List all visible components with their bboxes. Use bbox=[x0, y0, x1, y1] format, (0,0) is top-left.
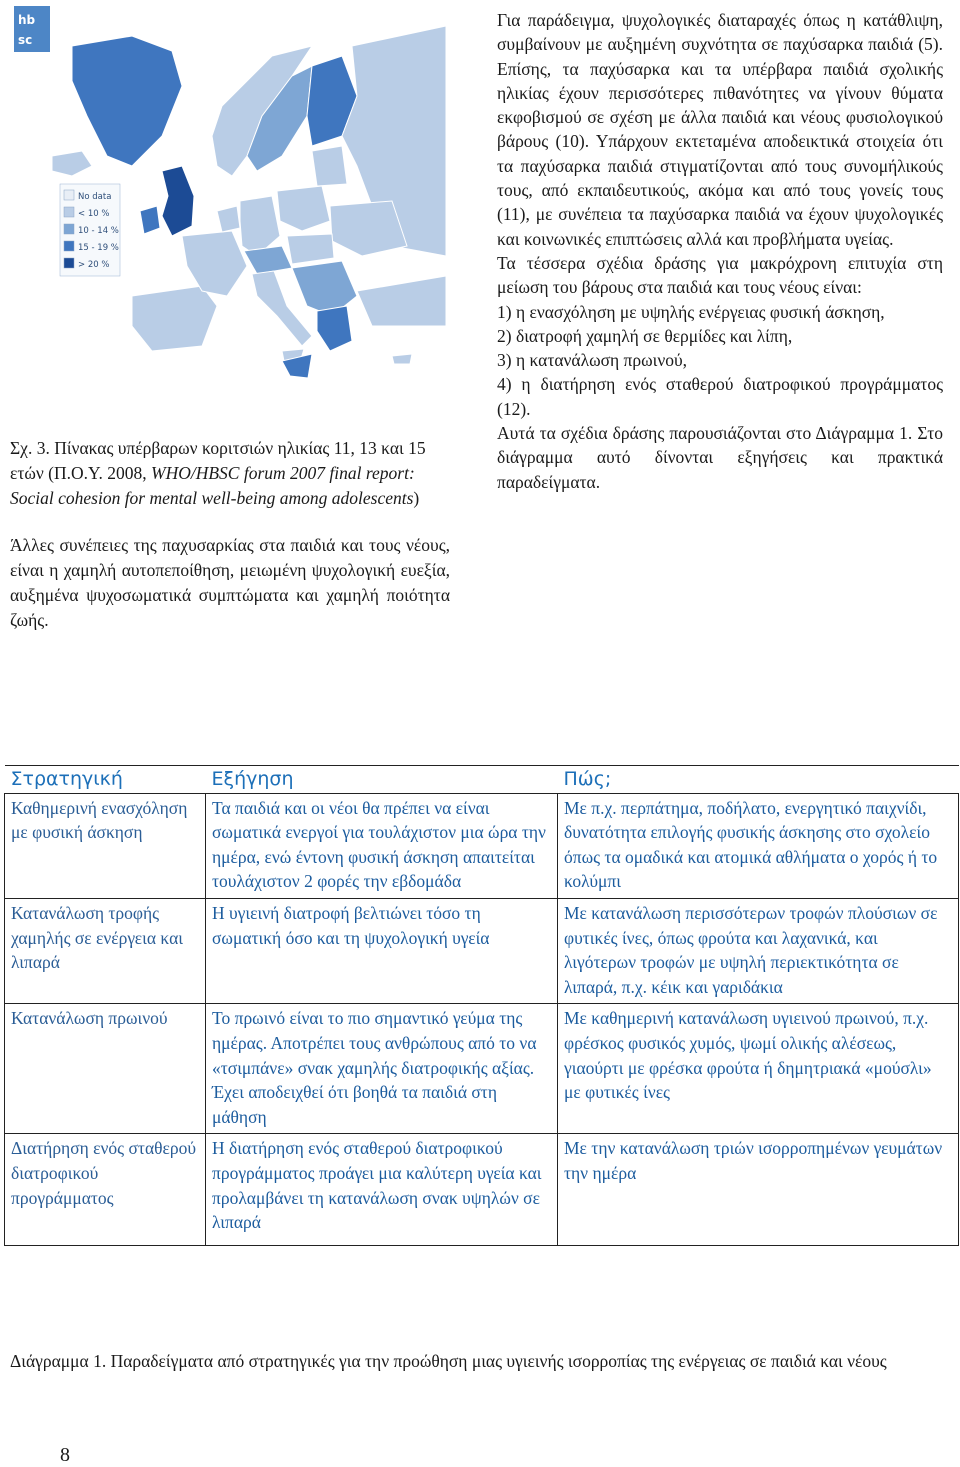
header-how: Πώς; bbox=[558, 766, 959, 794]
explanation-cell: Η υγιεινή διατροφή βελτιώνει τόσο τη σωματική όσο και τη ψυχολογική υγεία bbox=[206, 898, 558, 1003]
how-cell: Με καθημερινή κατανάλωση υγιεινού πρωινού, π.χ. φρέσκος φυσικός χυμός, ψωμί ολικής αλέσεως, γιαούρτι με φρέσκα φρούτα ή δημητριακά «μούσλι» με φυτικές ίνες bbox=[558, 1004, 959, 1134]
map-graphic bbox=[12, 6, 446, 426]
right-paragraph-3: Αυτά τα σχέδια δράσης παρουσιάζονται στο Διάγραμμα 1. Στο διάγραμμα αυτό δίνονται εξηγήσεις και πρακτικά παραδείγματα. bbox=[497, 423, 943, 492]
hungary-shape bbox=[287, 234, 334, 264]
iberia-shape bbox=[132, 286, 217, 351]
legend-swatch bbox=[64, 190, 74, 200]
legend-label: < 10 % bbox=[78, 209, 110, 219]
svg-text:sc: sc bbox=[18, 33, 33, 47]
caption-close: ) bbox=[413, 488, 420, 508]
right-column bbox=[497, 8, 943, 494]
legend-swatch bbox=[64, 224, 74, 234]
table-row bbox=[5, 1134, 959, 1245]
right-paragraph-1: Για παράδειγμα, ψυχολογικές διαταραχές όπως η κατάθλιψη, συμβαίνουν με αυξημένη συχνότητα σε παχύσαρκα παιδιά (5). Επίσης, τα παχύσαρκα και τα υπέρβαρα παιδιά σχολικής ηλικίας έχουν περισσότερες πιθανότητες να γίνουν θύματα εκφοβισμού σε σχέση με άλλα παιδιά και νέους φυσιολογικού βάρους (10). Υπάρχουν εκτεταμένα αποδεικτικά στοιχεία ότι τα παχύσαρκα παιδιά στιγματίζονται από τους συνομήλικούς τους, από εκπαιδευτικούς, ακόμα και από τους γονείς τους (11), με συνέπεια τα παχύσαρκα παιδιά να έχουν ψυχολογικές και κοινωνικές επιπτώσεις αλλά και προβλήματα υγείας. bbox=[497, 10, 943, 249]
legend-label: No data bbox=[78, 192, 112, 202]
caption-text: Σχ. 3. Πίνακας υπέρβαρων κοριτσιών ηλικίας 11, 13 και 15 ετών (Π.Ο.Υ. 2008, bbox=[10, 438, 426, 483]
strategy-table bbox=[4, 765, 959, 1246]
left-column bbox=[10, 436, 450, 633]
hbsc-logo bbox=[14, 6, 50, 52]
legend-label: 15 - 19 % bbox=[78, 243, 119, 253]
legend-label: > 20 % bbox=[78, 260, 110, 270]
right-paragraph-2: Τα τέσσερα σχέδια δράσης για μακρόχρονη επιτυχία στη μείωση του βάρους στα παιδιά και τους νέους είναι: bbox=[497, 252, 943, 298]
legend-label: 10 - 14 % bbox=[78, 226, 119, 236]
header-strategy: Στρατηγική bbox=[5, 766, 206, 794]
action-plan-item: 4) η διατήρηση ενός σταθερού διατροφικού προγράμματος (12). bbox=[497, 374, 943, 419]
strategy-cell: Καθημερινή ενασχόληση με φυσική άσκηση bbox=[5, 793, 206, 898]
caption-source-italic: WHO/HBSC forum 2007 final report: Social cohesion for mental well-being among adolescents bbox=[10, 463, 415, 508]
europe-overweight-map bbox=[12, 6, 446, 426]
how-cell: Με την κατανάλωση τριών ισορροπημένων γευμάτων την ημέρα bbox=[558, 1134, 959, 1245]
explanation-cell: Το πρωινό είναι το πιο σημαντικό γεύμα της ημέρας. Αποτρέπει τους ανθρώπους από το να «τσιμπάνε» σνακ χαμηλής διατροφικής αξίας. Έχει αποδειχθεί ότι βοηθά τα παιδιά στη μάθηση bbox=[206, 1004, 558, 1134]
svg-text:hb: hb bbox=[18, 13, 36, 27]
page-number: 8 bbox=[60, 1444, 70, 1466]
how-cell: Με π.χ. περπάτημα, ποδήλατο, ενεργητικό παιχνίδι, δυνατότητα επιλογής φυσικής άσκησης στο σχολείο όπως τα ομαδικά και ατομικά αθλήματα ο χορός ή το κολύμπι bbox=[558, 793, 959, 898]
table-row bbox=[5, 1004, 959, 1134]
strategy-cell: Κατανάλωση πρωινού bbox=[5, 1004, 206, 1134]
baltics-shape bbox=[312, 146, 347, 186]
header-explanation: Εξήγηση bbox=[206, 766, 558, 794]
figure-caption bbox=[10, 436, 450, 511]
map-legend bbox=[60, 184, 120, 276]
strategy-cell: Κατανάλωση τροφής χαμηλής σε ενέργεια και λιπαρά bbox=[5, 898, 206, 1003]
legend-swatch bbox=[64, 207, 74, 217]
action-plan-item: 3) η κατανάλωση πρωινού, bbox=[497, 350, 688, 371]
action-plan-item: 1) η ενασχόληση με υψηλής ενέργειας φυσική άσκηση, bbox=[497, 301, 885, 322]
table-row bbox=[5, 793, 959, 898]
left-paragraph: Άλλες συνέπειες της παχυσαρκίας στα παιδιά και τους νέους, είναι η χαμηλή αυτοπεποίθηση, μειωμένη ψυχολογική ευεξία, αυξημένα ψυχοσωματικά συμπτώματα και χαμηλή ποιότητα ζωής. bbox=[10, 535, 450, 630]
explanation-cell: Η διατήρηση ενός σταθερού διατροφικού προγράμματος προάγει μια καλύτερη υγεία και προλαμβάνει τη κατανάλωση σνακ υψηλών σε λιπαρά bbox=[206, 1134, 558, 1245]
action-plan-item: 2) διατροφή χαμηλή σε θερμίδες και λίπη, bbox=[497, 325, 793, 346]
how-cell: Με κατανάλωση περισσότερων τροφών πλούσιων σε φυτικές ίνες, όπως φρούτα και λαχανικά, και λιγότερων τροφών με υψηλή περιεκτικότητα σε λιπαρά, π.χ. κέικ και γαριδάκια bbox=[558, 898, 959, 1003]
table-header-row bbox=[5, 766, 959, 794]
explanation-cell: Τα παιδιά και οι νέοι θα πρέπει να είναι σωματικά ενεργοί για τουλάχιστον μια ώρα την ημέρα, ενώ έντονη φυσική άσκηση απαιτείται τουλάχιστον 2 φορές την εβδομάδα bbox=[206, 793, 558, 898]
legend-swatch bbox=[64, 258, 74, 268]
table-row bbox=[5, 898, 959, 1003]
diagram-caption: Διάγραμμα 1. Παραδείγματα από στρατηγικές για την προώθηση μιας υγιεινής ισορροπίας της ενέργειας σε παιδιά και νέους bbox=[10, 1351, 887, 1371]
strategy-cell: Διατήρηση ενός σταθερού διατροφικού προγράμματος bbox=[5, 1134, 206, 1245]
cyprus-shape bbox=[392, 354, 412, 364]
legend-swatch bbox=[64, 241, 74, 251]
